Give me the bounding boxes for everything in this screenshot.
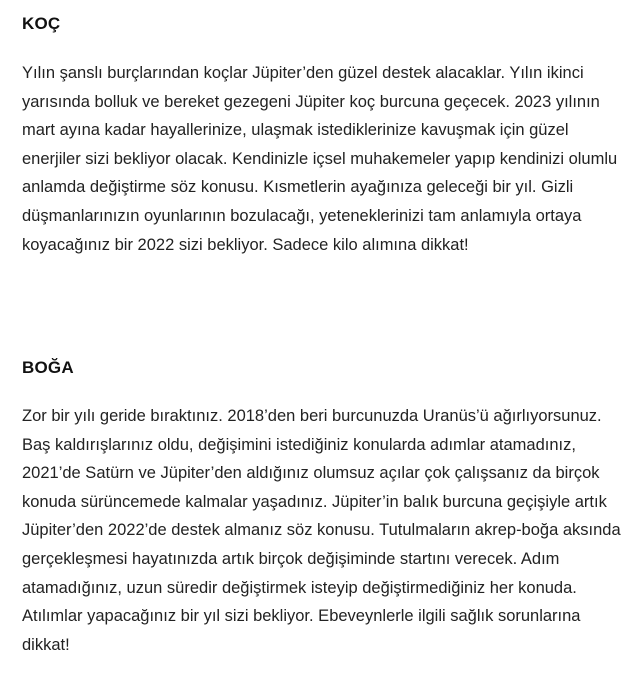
section-body-boga: Zor bir yılı geride bıraktınız. 2018’den beri burcunuzda Uranüs’ü ağırlıyorsunuz. Baş kaldırışlarınız oldu, değişimini istediğiniz konularda adımlar atamadınız, 2021’de Satürn ve Jüpiter’den aldığınız olumsuz açılar çok çalışsanız da birçok konuda sürüncemede kalmalar yaşadınız. Jüpiter’in balık burcuna geçişiyle artık Jüpiter’den 2022’de destek almanız söz konusu. Tutulmaların akrep-boğa aksında gerçekleşmesi hayatınızda artık birçok değişiminde startını verecek. Adım atamadığınız, uzun süredir değiştirmek isteyip değiştirmediğiniz her konuda. Atılımlar yapacağınız bir yıl sizi bekliyor. Ebeveynlerle ilgili sağlık sorunlarına dikkat! (22, 407, 621, 654)
section-body-koc: Yılın şanslı burçlarından koçlar Jüpiter’den güzel destek alacaklar. Yılın ikinci yarısında bolluk ve bereket gezegeni Jüpiter koç burcuna geçecek. 2023 yılının mart ayına kadar hayallerinize, ulaşmak istediklerinize kavuşmak için güzel enerjiler sizi bekliyor olacak. Kendinizle içsel muhakemeler yapıp kendinizi olumlu anlamda değiştirme söz konusu. Kısmetlerin ayağınıza geleceği bir yıl. Gizli düşmanlarınızın oyunlarının bozulacağı, yeteneklerinizi tam anlamıyla ortaya koyacağınız bir 2022 sizi bekliyor. Sadece kilo alımına dikkat! (22, 64, 618, 254)
section-title-boga: BOĞA (22, 358, 74, 377)
section-title-koc: KOÇ (22, 14, 61, 33)
